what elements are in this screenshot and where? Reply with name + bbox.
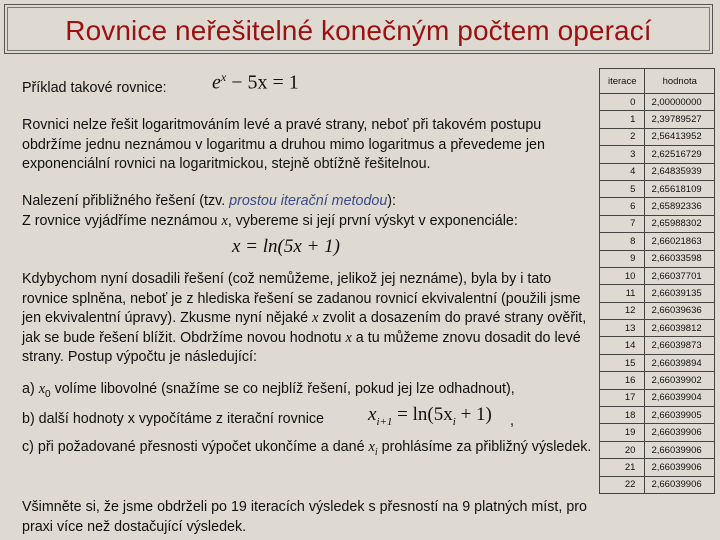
header-hodnota: hodnota [645,69,715,94]
iteration-index: 5 [600,180,645,197]
table-row [600,372,715,389]
iteration-value: 2,66039636 [645,302,715,319]
iteration-index: 18 [600,407,645,424]
iteration-method-term: prostou iterační metodou [229,193,388,209]
title-box [4,4,713,54]
table-row [600,459,715,476]
step-a: a) $x_0$ volíme libovolné (snažíme se co nejblíž řešení, pokud jej lze odhadnout), [22,381,515,400]
table-row [600,441,715,458]
iteration-value: 2,64835939 [645,163,715,180]
table-body [600,94,715,494]
step-b-comma: , [510,413,514,429]
iteration-value: 2,66039894 [645,354,715,371]
iteration-table [599,68,715,536]
table-row [600,407,715,424]
header-iterace: iterace [600,69,645,94]
iteration-index: 9 [600,250,645,267]
paragraph-iteration-intro: Nalezení přibližného řešení (tzv. prostou iterační metodou): Z rovnice vyjádříme neznámou x, vybereme si její první výskyt v exponenciále: [22,193,518,229]
table-row [600,354,715,371]
conclusion: Všimněte si, že jsme obdrželi po 19 iteracích výsledek s přesností na 9 platných míst, pro praxi více než dostačující výsledek. [22,499,587,535]
iteration-index: 13 [600,320,645,337]
table-row [600,94,715,111]
table-row [600,198,715,215]
iteration-value: 2,66037701 [645,267,715,284]
table-row [600,146,715,163]
iteration-value: 2,66039902 [645,372,715,389]
table-row [600,111,715,128]
table-header-row [600,69,715,94]
iteration-value: 2,66039905 [645,407,715,424]
iteration-index: 0 [600,94,645,111]
paragraph-substitution: Kdybychom nyní dosadili řešení (což nemůžeme, jelikož jej neznáme), byla by i tato rovnice splněna, neboť je z hlediska řešení se zadanou rovnicí ekvivalentní (použili jsme jen ekvivalentní úpravy). Zkusme nyní nějaké x zvolit a dosazením do pravé strany ověřit, jak se bude řešení blížit. Obdržíme novou hodnotu x a tu můžeme znovu dosadit do levé strany. Postup výpočtu je následující: [22,271,587,365]
iteration-index: 20 [600,441,645,458]
iteration-value: 2,66039906 [645,424,715,441]
iteration-value: 2,62516729 [645,146,715,163]
example-equation: $e^x - 5x = 1$ [212,70,299,94]
iteration-rule-equation: $x_{i+1} = \ln(5x_i + 1)$ [368,404,492,428]
table-row [600,302,715,319]
table-row [600,233,715,250]
iteration-equation: x = ln(5x + 1) [232,236,340,257]
table-row [600,180,715,197]
paragraph-logarithm: Rovnici nelze řešit logaritmováním levé a pravé strany, neboť při takovém postupu obdržíme jednu neznámou v logaritmu a druhou mimo logaritmus a převedeme jen exponenciální rovnici na logaritmickou, stejně obtížně řešitelnou. [22,117,545,172]
step-c: c) při požadované přesnosti výpočet ukončíme a dané $x_i$ prohlásíme za přibližný výsledek. [22,439,592,458]
example-label: Příklad takové rovnice: [22,80,167,96]
iteration-value: 2,65892336 [645,198,715,215]
table-row [600,215,715,232]
iteration-value: 2,66039906 [645,476,715,493]
iteration-index: 2 [600,128,645,145]
iteration-value: 2,66039812 [645,320,715,337]
iteration-index: 8 [600,233,645,250]
iteration-value: 2,66021863 [645,233,715,250]
iteration-value: 2,66033598 [645,250,715,267]
slide-title: Rovnice neřešitelné konečným počtem operací [65,15,652,46]
iteration-index: 7 [600,215,645,232]
iteration-value: 2,56413952 [645,128,715,145]
iteration-index: 14 [600,337,645,354]
step-b: b) další hodnoty x vypočítáme z iterační rovnice [22,411,324,427]
table-row [600,476,715,493]
iteration-index: 3 [600,146,645,163]
table-row [600,389,715,406]
iteration-value: 2,66039906 [645,459,715,476]
table-row [600,424,715,441]
iteration-value: 2,66039135 [645,285,715,302]
iteration-index: 4 [600,163,645,180]
iteration-value: 2,39789527 [645,111,715,128]
iteration-index: 6 [600,198,645,215]
iteration-index: 17 [600,389,645,406]
table-row [600,285,715,302]
table-row [600,320,715,337]
iteration-value: 2,66039873 [645,337,715,354]
iteration-value: 2,66039904 [645,389,715,406]
iteration-index: 10 [600,267,645,284]
iteration-value: 2,65988302 [645,215,715,232]
table-row [600,267,715,284]
iteration-index: 15 [600,354,645,371]
iteration-index: 16 [600,372,645,389]
iteration-value: 2,66039906 [645,441,715,458]
table-row [600,128,715,145]
iteration-value: 2,00000000 [645,94,715,111]
iteration-index: 19 [600,424,645,441]
iteration-index: 11 [600,285,645,302]
table-row [600,337,715,354]
iteration-index: 1 [600,111,645,128]
iteration-index: 22 [600,476,645,493]
table-row [600,250,715,267]
iteration-value: 2,65618109 [645,180,715,197]
iteration-index: 21 [600,459,645,476]
iteration-index: 12 [600,302,645,319]
table-row [600,163,715,180]
